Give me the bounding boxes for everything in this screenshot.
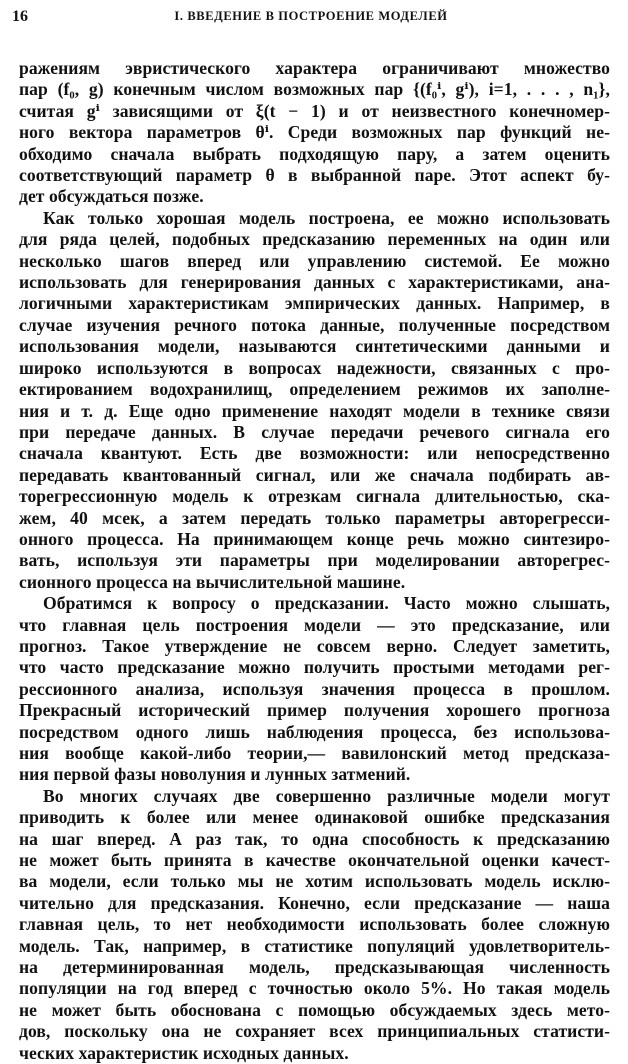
page-number: 16 [12,8,28,25]
text-line: соответствующий параметр θ в выбранной паре. Этот аспект бу- [19,165,610,186]
text-line: на шаг вперед. А раз так, то одна способность к предсказанию [19,828,610,849]
text-line: использования модели, называются синтетическими данными и [19,336,610,357]
text-line: приводить к более или менее одинаковой ошибке предсказания [19,807,610,828]
text-line: использовать для генерирования данных с характеристиками, ана- [19,272,610,293]
text-line: дет обсуждаться позже. [19,186,204,207]
text-line: Как только хорошая модель построена, ее можно использовать [43,207,610,228]
text-line: главная цель, то нет необходимости использовать более сложную [19,914,610,935]
text-line: дов, поскольку она не сохраняет всех принципиальных статисти- [19,1021,610,1042]
text-line: не может быть принята в качестве окончательной оценки качест- [19,850,610,871]
text-line: что главная цель построения модели — это предсказание, или [19,614,610,635]
text-line: ражениям эвристического характера ограничивают множество [19,58,610,78]
text-line: что часто предсказание можно получить простыми методами рег- [19,657,610,678]
text-line: чительно для предсказания. Конечно, если предсказание — наша [19,892,610,913]
text-line: торегрессионную модель к отрезкам сигнала длительностью, ска- [19,486,610,507]
chapter-title: I. ВВЕДЕНИЕ В ПОСТРОЕНИЕ МОДЕЛЕЙ [174,9,448,23]
text-line: популяции на год вперед с точностью около 5%. Но такая модель [19,978,610,999]
text-line: Прекрасный исторический пример получения хорошего прогноза [19,700,610,721]
text-line: Обратимся к вопросу о предсказании. Часто можно слышать, [43,593,610,614]
paragraph [19,786,610,1064]
text-line: жем, 40 мсек, а затем передать только параметры авторегресси- [19,507,610,528]
text-line: при передаче данных. В случае передачи речевого сигнала его [19,421,610,442]
text-line: ния и т. д. Еще одно применение находят модели в технике связи [19,400,610,421]
paragraph [19,58,610,208]
text-line: пар (f₀, g) конечным числом возможных пар {(f₀ⁱ, gⁱ), i=1, . . . , n₁}, [19,79,610,100]
text-line: передавать квантованный сигнал, или же сначала подбирать ав- [19,464,610,485]
text-line: логичными характеристикам эмпирических данных. Например, в [19,293,610,314]
text-line: ва модели, если только мы не хотим использовать модель исклю- [19,871,610,892]
text-line: ния первой фазы новолуния и лунных затмений. [19,764,411,785]
text-line: не может быть обоснована с помощью обсуждаемых здесь мето- [19,999,610,1020]
text-line: ческих характеристик исходных данных. [19,1042,349,1063]
text-line: онного процесса. На принимающем конце речь можно синтезиро- [19,528,610,549]
text-line: Во многих случаях две совершенно различные модели могут [43,785,610,806]
text-line: посредством одного лишь наблюдения процесса, без использова- [19,721,610,742]
running-head [12,8,610,30]
body-text [19,58,610,1064]
text-line: обходимо сначала выбрать подходящую пару, а затем оценить [19,143,610,164]
text-line: модель. Так, например, в статистике популяций удовлетворитель- [19,935,610,956]
text-line: рессионного анализа, используя значения процесса в прошлом. [19,678,610,699]
paragraph [19,208,610,593]
text-line: вать, используя эти параметры при моделировании авторегрес- [19,550,610,571]
text-line: на детерминированная модель, предсказывающая численность [19,957,610,978]
text-line: считая gⁱ зависящими от ξ(t − 1) и от неизвестного конечномер- [19,100,610,121]
text-line: ектированием водохранилищ, определением режимов их заполне- [19,379,610,400]
text-line: сначала квантуют. Есть две возможности: или непосредственно [19,443,610,464]
text-line: ния вообще какой-либо теории,— вавилонский метод предсказа- [19,743,610,763]
text-line: прогноз. Такое утверждение не совсем верно. Следует заметить, [19,635,610,656]
text-line: ного вектора параметров θⁱ. Среди возможных пар функций не- [19,122,610,143]
text-line: несколько шагов вперед или управлению системой. Ее можно [19,250,610,271]
text-line: для ряда целей, подобных предсказанию переменных на один или [19,229,610,250]
text-line: случае изучения речного потока данные, полученные посредством [19,314,610,335]
paragraph [19,593,610,786]
text-line: широко используются в вопросах надежности, связанных с про- [19,357,610,378]
text-line: сионного процесса на вычислительной машине. [19,571,406,592]
